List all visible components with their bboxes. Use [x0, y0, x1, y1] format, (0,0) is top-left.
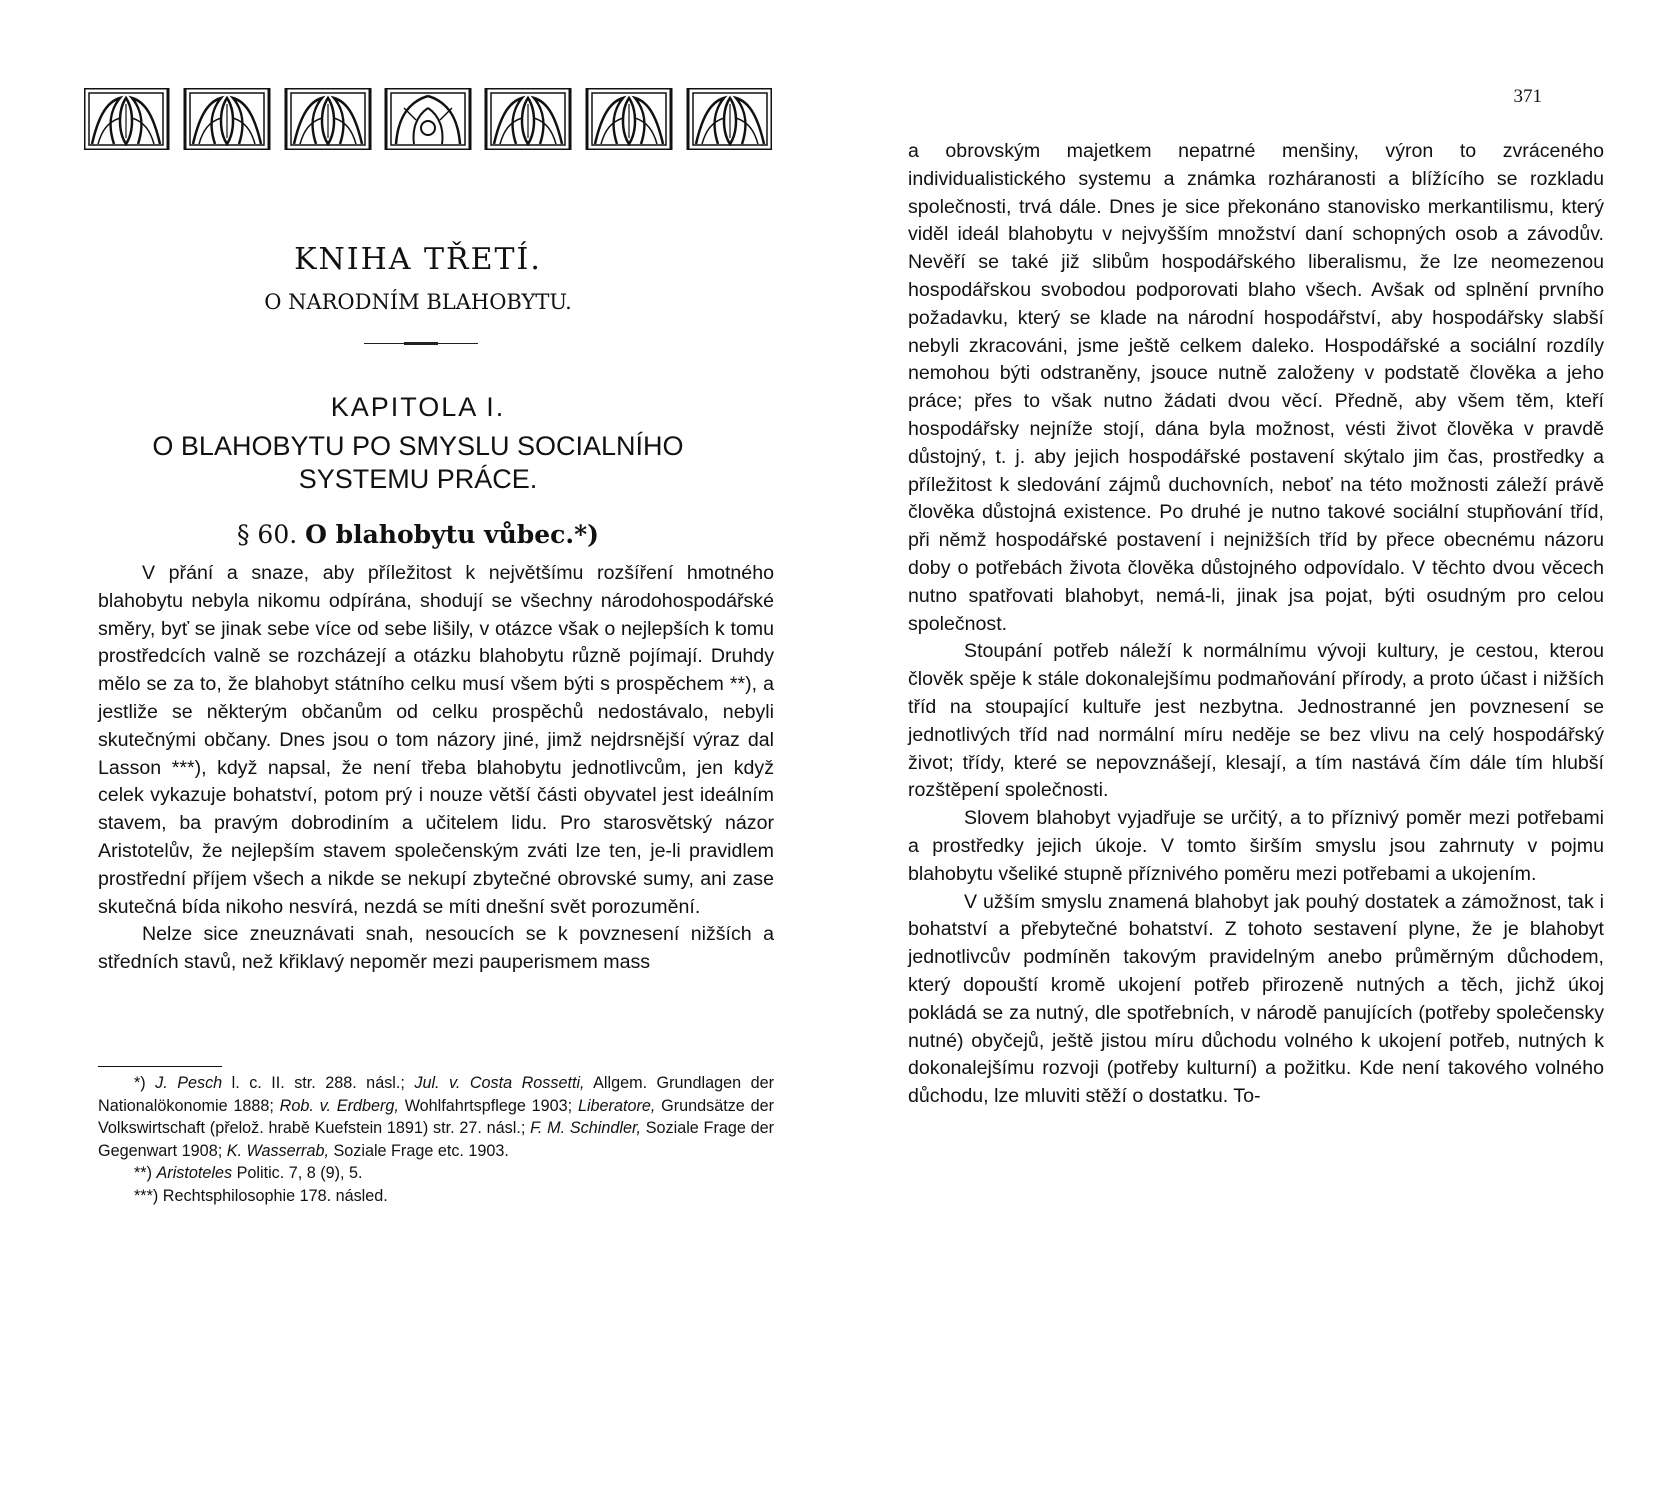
footnote-author: Jul. v. Costa Rossetti,	[414, 1074, 585, 1092]
footnote-author: J. Pesch	[155, 1074, 223, 1092]
footnote-author: K. Wasserrab,	[226, 1141, 329, 1160]
footnote-text: Soziale Frage der Gegenwart 1908;	[98, 1119, 774, 1160]
footnote-author: Rob. v. Erdberg,	[279, 1096, 399, 1115]
footnote-divider	[98, 1066, 222, 1067]
footnote-1	[98, 1072, 774, 1162]
footnote-mark: **)	[134, 1164, 152, 1183]
footnote-author: Liberatore,	[577, 1096, 656, 1115]
ornamental-header-band	[84, 88, 772, 150]
section-title: O blahobytu vůbec.*)	[305, 520, 600, 549]
left-body-text	[98, 560, 774, 977]
title-divider	[364, 343, 478, 344]
footnote-text: Grundsätze der Volkswirtschaft (přelož. hrabě Kuefstein 1891) str. 27. násl.;	[98, 1096, 774, 1138]
footnote-3	[98, 1185, 774, 1208]
chapter-heading: KAPITOLA I.	[330, 392, 506, 422]
footnotes	[98, 1072, 774, 1208]
footnote-text: Allgem. Grundlagen der Nationalökonomie 1888;	[98, 1074, 774, 1115]
chapter-title-line-2: SYSTEMU PRÁCE.	[298, 464, 538, 494]
footnote-author: F. M. Schindler,	[530, 1119, 641, 1138]
chapter-title	[0, 430, 836, 496]
right-body-text	[908, 138, 1604, 1111]
paragraph: Stoupání potřeb náleží k normálnímu vývoji kultury, je cestou, kterou člověk spěje k stále dokonalejšímu podmaňování přírody, a proto účast i nižších tříd na stoupající kultuře jest nezbytna. Jednostranné jen povznesení se jednotlivých tříd nad normální míru neděje se bez vlivu na celý hospodářský život; třídy, které se nepovznášejí, klesají, a tím nastává čím dále tím hlubší rozštěpení společnosti.	[908, 640, 1604, 802]
section-number: § 60.	[236, 520, 298, 549]
footnote-mark: ***)	[134, 1186, 159, 1205]
paragraph: V užším smyslu znamená blahobyt jak pouhý dostatek a zámožnost, tak i bohatství a přebytečné bohatství. Z tohoto sestavení plyne, že je blahobyt jednotlivcův podmíněn takovým pravidelným anebo průměrným důchodem, který dopouští kromě ukojení potřeb přirozeně nutných a těch, jichž úkoj pokládá se za nutný, dle spotřebních, v národě panujících (potřeby společensky nutné) obyčejů, ještě jistou míru důchodu volného k ukojení potřeb, nutných k dokonalejšímu rozvoji (potřeby kulturní) a požitku. Kde není takového volného důchodu, lze mluviti stěží o dostatku. To-	[908, 890, 1604, 1108]
paragraph: V přání a snaze, aby příležitost k největšímu rozšíření hmotného blahobytu nebyla nikomu odpírána, shodují se všechny národohospodářské směry, byť se jinak sebe více od sebe lišily, v otázce však o nejlepších k tomu prostředcích valně se rozcházejí a otázku blahobytu různě pojímají. Druhdy mělo se za to, že blahobyt státního celku musí všem býti s prospěchem **), a jestliže se některým občanům od celku prospěchů nedostávalo, nebyli skutečnými občany. Dnes jsou o tom názory jiné, jimž nejdrsnější výraz dal Lasson ***), když napsal, že není třeba blahobytu jednotlivcům, jen když celek vykazuje bohatství, potom prý i nouze větší části obyvatel jest ideálním stavem, ba pravým dobrodiním a učitelem lidu. Pro starosvětský názor Aristotelův, že nejlepším stavem společenským zváti lze ten, je-li pravidlem prostřední příjem všech a nikde se nekupí zbytečné obrovské sumy, ani zase skutečná bída nikoho nesvírá, nezdá se míti dnešní svět porozumění.	[98, 562, 774, 918]
footnote-author: Aristoteles	[156, 1164, 233, 1183]
footnote-text: Soziale Frage etc. 1903.	[328, 1141, 509, 1160]
page-number: 371	[1513, 86, 1542, 107]
paragraph: Slovem blahobyt vyjadřuje se určitý, a to příznivý poměr mezi potřebami a prostředky jejich úkoje. V tomto širším smyslu jsou zahrnuty v pojmu blahobytu všeliké stupně příznivého poměru mezi potřebami a ukojením.	[908, 807, 1604, 885]
paragraph: a obrovským majetkem nepatrné menšiny, výron to zvráceného individualistického systemu a známka rozháranosti a blížícího se rozkladu společnosti, trvá dále. Dnes je sice překonáno stanovisko merkantilismu, který viděl ideál blahobytu v nejvyšším množství daní schopných osob a závodův. Nevěří se také již slibům hospodářského liberalismu, že lze neomezenou hospodářskou svobodou podporovati blaho všech. Avšak od splnění prvního požadavku, který se klade na národní hospodářství, aby hospodářsky slabší nebyli zkracováni, jsme ještě celkem daleko. Hospodářské a sociální rozdíly nemohou býti odstraněny, jsouce nutně založeny v podstatě člověka a jeho práce; přes to však nutno žádati dvou věcí. Předně, aby všem těm, kteří hospodářsky nejníže stojí, dána byla možnost, vésti život člověka v pravdě důstojný, t. j. aby jejich hospodářské postavení skýtalo jim čas, prostředky a příležitost k sledování zájmů duchovních, neboť na této možnosti záleží právě člověka důstojná existence. Po druhé je nutno takové sociální stupňování tříd, při němž hospodářské postavení i nejnižších tříd by přece obecnému názoru doby o potřebách života člověka důstojného odpovídalo. V těchto dvou věcech nutno spatřovati blahobyt, nemá-li, jinak jsa pojat, býti osudným pro celou společnost.	[908, 140, 1604, 635]
chapter-title-line-1: O BLAHOBYTU PO SMYSLU SOCIALNÍHO	[152, 431, 684, 461]
book-title: KNIHA TŘETÍ.	[294, 242, 542, 277]
footnote-text: l. c. II. str. 288. násl.;	[222, 1074, 415, 1092]
footnote-text: Politic. 7, 8 (9), 5.	[232, 1164, 363, 1183]
paragraph: Nelze sice zneuznávati snah, nesoucích se k povznesení nižších a středních stavů, než křiklavý nepoměr mezi pauperismem mass	[98, 923, 774, 974]
footnote-text: Wohlfahrtspflege 1903;	[398, 1096, 578, 1115]
right-page	[836, 0, 1672, 1500]
footnote-2	[98, 1162, 774, 1185]
book-subtitle: O NARODNÍM BLAHOBYTU.	[264, 290, 572, 314]
section-heading	[0, 520, 836, 549]
footnote-text: Rechtsphilosophie 178. násled.	[158, 1186, 388, 1205]
footnote-mark: *)	[134, 1074, 146, 1092]
